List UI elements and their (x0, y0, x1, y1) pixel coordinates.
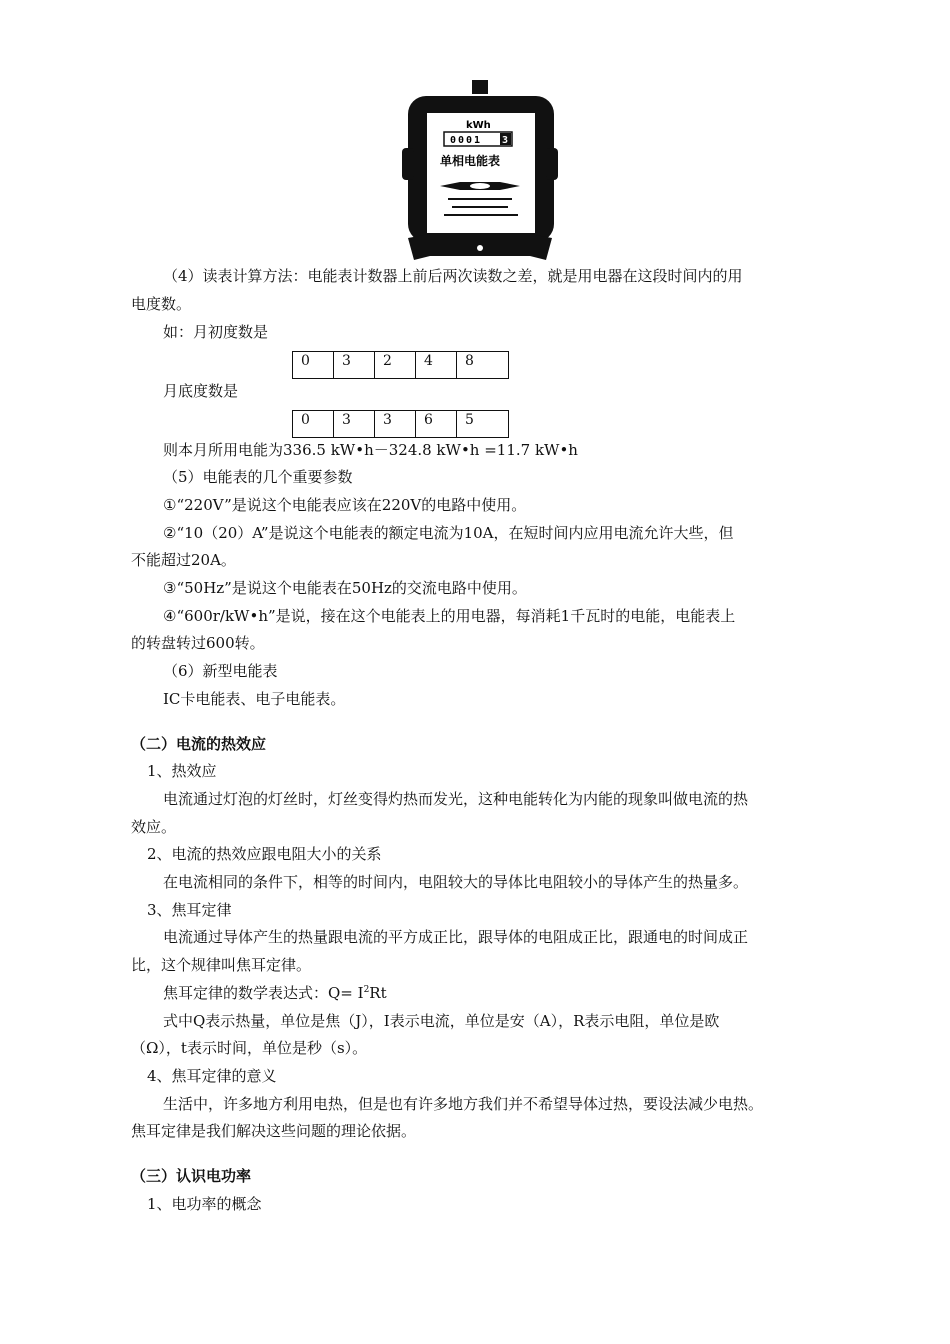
section-heading: （二）电流的热效应 (131, 735, 267, 753)
text-line: 2、电流的热效应跟电阻大小的关系 (147, 845, 382, 863)
formula-exponent: 2 (363, 985, 370, 995)
text-line: 不能超过20A。 (131, 551, 236, 569)
digit-cell: 8 (457, 352, 509, 379)
formula-text: 焦耳定律的数学表达式：Q= I (163, 984, 364, 1002)
text-line: 4、焦耳定律的意义 (147, 1067, 277, 1085)
text-line: IC卡电能表、电子电能表。 (163, 690, 346, 708)
digit-cell: 3 (334, 411, 375, 438)
meter-last-digit: 3 (502, 135, 509, 146)
formula-text-end: Rt (369, 984, 387, 1002)
text-line: ②“10（20）A”是说这个电能表的额定电流为10A，在短时间内应用电流允许大些，但 (163, 524, 734, 542)
text-line: 效应。 (131, 818, 177, 836)
text-line: （6）新型电能表 (163, 662, 278, 680)
text-line: 电流通过导体产生的热量跟电流的平方成正比，跟导体的电阻成正比，跟通电的时间成正 (163, 928, 749, 946)
digit-cell: 5 (457, 411, 509, 438)
meter-unit: kWh (466, 120, 491, 131)
text-line: ①“220V”是说这个电能表应该在220V的电路中使用。 (163, 496, 527, 514)
text-line: 比，这个规律叫焦耳定律。 (131, 956, 312, 974)
end-reading-table (292, 410, 509, 438)
text-line: （5）电能表的几个重要参数 (163, 468, 353, 486)
start-reading-table (292, 351, 509, 379)
text-line: ④“600r/kW•h”是说，接在这个电能表上的用电器，每消耗1千瓦时的电能，电能表上 (163, 607, 736, 625)
meter-reading: 0001 (450, 135, 483, 146)
text-line: 如：月初度数是 (163, 323, 269, 341)
digit-cell: 3 (375, 411, 416, 438)
section-heading: （三）认识电功率 (131, 1167, 252, 1185)
text-line: 1、电功率的概念 (147, 1195, 262, 1213)
digit-cell: 4 (416, 352, 457, 379)
text-line: 电度数。 (131, 295, 192, 313)
text-line: 式中Q表示热量，单位是焦（J），I表示电流，单位是安（A），R表示电阻，单位是欧 (163, 1012, 720, 1030)
digit-cell: 3 (334, 352, 375, 379)
meter-title: 单相电能表 (440, 154, 501, 168)
formula-line (163, 982, 387, 1004)
text-line: 则本月所用电能为336.5 kW•h－324.8 kW•h =11.7 kW•h (163, 441, 578, 459)
digit-cell: 0 (293, 352, 334, 379)
text-line: 3、焦耳定律 (147, 901, 232, 919)
text-line: 月底度数是 (163, 382, 239, 400)
text-line: 的转盘转过600转。 (131, 634, 265, 652)
text-line: 生活中，许多地方利用电热，但是也有许多地方我们并不希望导体过热，要设法减少电热。 (163, 1095, 764, 1113)
text-line: （Ω），t表示时间，单位是秒（s）。 (131, 1039, 368, 1057)
digit-cell: 6 (416, 411, 457, 438)
text-line: ③“50Hz”是说这个电能表在50Hz的交流电路中使用。 (163, 579, 527, 597)
text-line: 焦耳定律是我们解决这些问题的理论依据。 (131, 1122, 417, 1140)
text-line: 在电流相同的条件下，相等的时间内，电阻较大的导体比电阻较小的导体产生的热量多。 (163, 873, 749, 891)
text-line: （4）读表计算方法：电能表计数器上前后两次读数之差，就是用电器在这段时间内的用 (163, 267, 743, 285)
digit-cell: 2 (375, 352, 416, 379)
text-line: 1、热效应 (147, 762, 217, 780)
electric-meter-image (400, 78, 560, 264)
text-line: 电流通过灯泡的灯丝时，灯丝变得灼热而发光，这种电能转化为内能的现象叫做电流的热 (163, 790, 749, 808)
digit-cell: 0 (293, 411, 334, 438)
